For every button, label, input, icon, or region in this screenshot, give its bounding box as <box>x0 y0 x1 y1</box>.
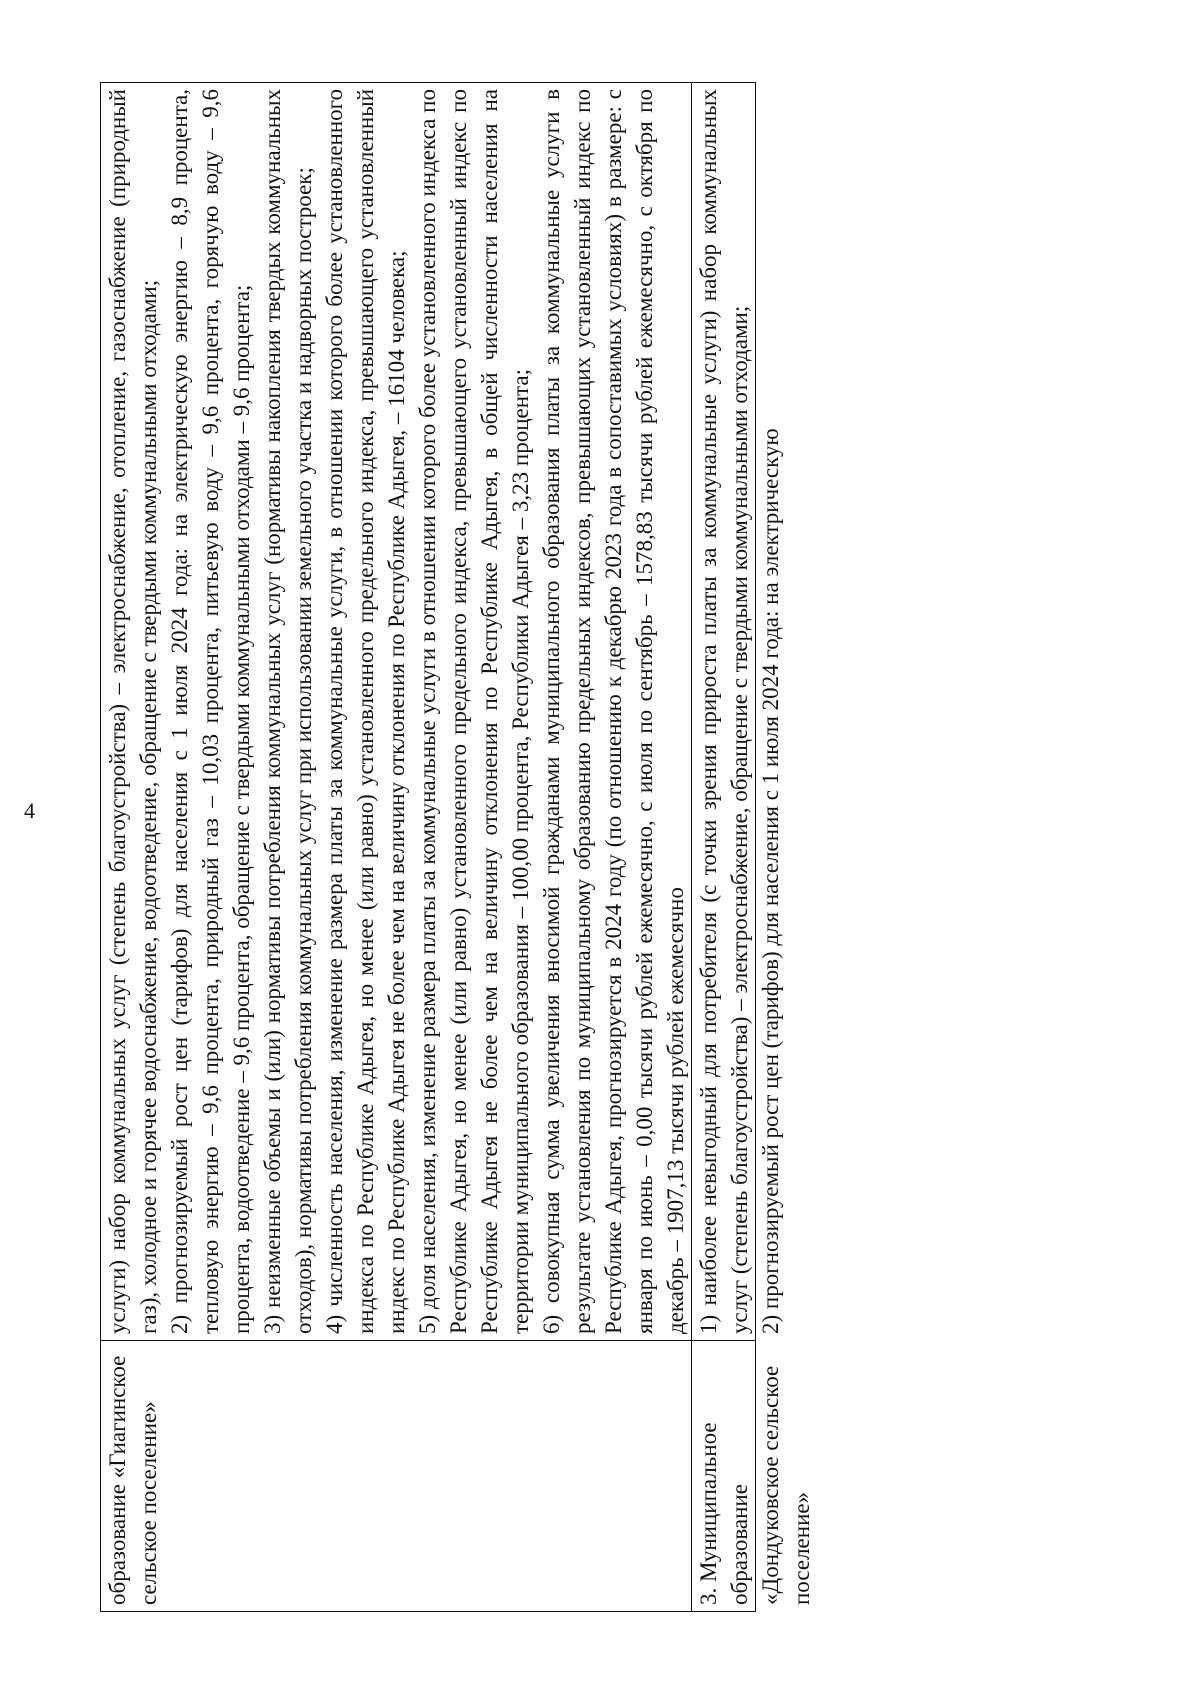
indicator-item: 2) прогнозируемый рост цен (тарифов) для населения с 1 июля 2024 года: на электрическую энергию – 8,9 процента, тепловую энергию – 9,6 процента, природный газ – 10,03 процента, питьевую воду – 9,6 процента, горячую воду – 9,6 процента, водоотведение – 9,6 процента, обращение с твердыми коммунальными отходами – 9,6 процента; <box>167 89 254 1334</box>
municipality-name: 3. Муниципальное образование «Дондуковское сельское поселение» <box>696 1365 814 1605</box>
indicator-item-partial: 1) наиболее невыгодный для потребителя (с точки зрения прироста платы за коммунальные услуги) набор коммунальных услуг (степень благоустройства) – электроснабжение, обращение с твердыми коммунальными отходами; 2) прогнозируемый рост цен (тарифов) для населения с 1 июля 2024 года: на электрическую <box>696 89 783 1334</box>
table-row <box>692 83 756 1612</box>
page-number: 4 <box>24 798 35 823</box>
municipality-name-cell <box>101 1341 692 1612</box>
municipal-utilities-table <box>100 82 814 1612</box>
rotated-table-container <box>100 82 1060 1612</box>
indicator-item: 3) неизменные объемы и (или) нормативы потребления коммунальных услуг (нормативы накопления твердых коммунальных отходов), нормативы потребления коммунальных услуг при использовании земельного участка и надворных построек; <box>260 89 316 1334</box>
table-row <box>101 83 692 1612</box>
indicator-item: 6) совокупная сумма увеличения вносимой гражданами муниципального образования платы за коммунальные услуги в результате установления по муниципальному образованию предельных индексов, превышающих установленный индекс по Республике Адыгея, прогнозируется в 2024 году (по отношению к декабрю 2023 года в сопоставимых условиях) в размере: с января по июнь – 0,00 тысячи рублей ежемесячно, с июля по сентябрь – 1578,83 тысячи рублей ежемесячно, с октября по декабрь – 1907,13 тысячи рублей ежемесячно <box>539 89 688 1334</box>
indicator-item: 5) доля населения, изменение размера платы за коммунальные услуги в отношении которого более установленного индекса по Республике Адыгея, но менее (или равно) установленного предельного индекса, превышающего установленный индекс по Республике Адыгея не более чем на величину отклонения по Республике Адыгея, в общей численности населения на территории муниципального образования – 100,00 процента, Республики Адыгея – 3,23 процента; <box>415 89 533 1334</box>
municipality-name: образование «Гиагинское сельское поселение» <box>105 1355 161 1605</box>
indicator-item: 4) численность населения, изменение размера платы за коммунальные услуги, в отношении которого более установленного индекса по Республике Адыгея, но менее (или равно) установленного предельного индекса, превышающего установленный индекс по Республике Адыгея не более чем на величину отклонения по Республике Адыгея, – 16104 человека; <box>322 89 409 1334</box>
indicators-cell <box>101 83 692 1341</box>
indicators-cell <box>692 83 783 1341</box>
indicator-item: услуги) набор коммунальных услуг (степень благоустройства) – электроснабжение, отопление, газоснабжение (природный газ), холодное и горячее водоснабжение, водоотведение, обращение с твердыми коммунальными отходами; <box>105 89 161 1334</box>
municipality-name-cell <box>692 1341 814 1612</box>
